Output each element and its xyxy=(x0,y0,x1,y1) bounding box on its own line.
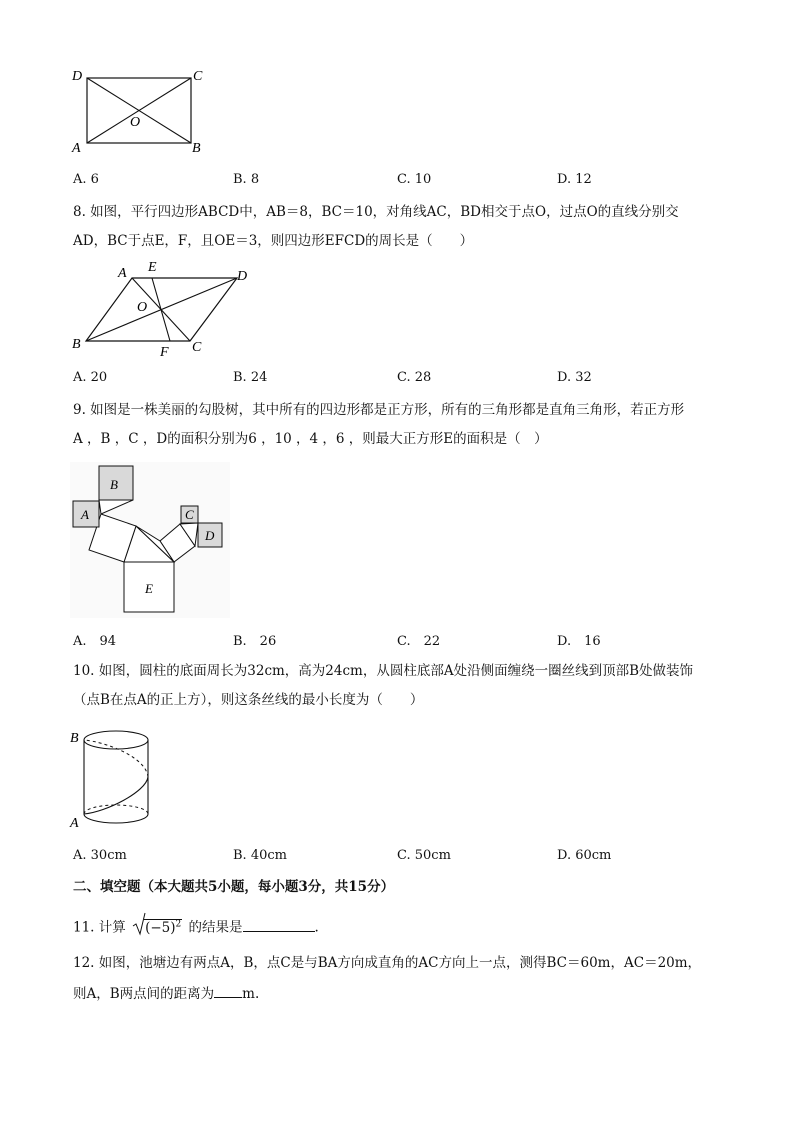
q7-figure xyxy=(66,64,216,160)
q10-option-b: B. 40cm xyxy=(233,848,287,863)
q10-option-c: C. 50cm xyxy=(397,848,451,863)
q11-stem xyxy=(73,914,319,938)
q11-end: . xyxy=(314,919,319,936)
q7-option-b: B. 8 xyxy=(233,172,260,187)
q7-label-b: B xyxy=(192,141,201,156)
sqrt-sign-icon xyxy=(132,912,146,936)
q11-suffix: 的结果是 xyxy=(188,919,243,936)
q8-label-e: E xyxy=(148,260,157,275)
q8-label-f: F xyxy=(160,345,169,360)
q7-label-a: A xyxy=(72,141,81,156)
q10-label-b: B xyxy=(70,731,79,746)
q8-stem-line1: 8. 如图，平行四边形ABCD中，AB＝8，BC＝10，对角线AC，BD相交于点O，过点O的直线分别交 xyxy=(73,204,679,220)
q9-pythagoras-tree-figure xyxy=(70,462,230,618)
q8-label-o: O xyxy=(137,300,148,315)
q9-option-b: B. 26 xyxy=(233,634,277,649)
q9-label-b: B xyxy=(110,477,118,492)
q8-label-c: C xyxy=(192,340,202,355)
q7-label-o: O xyxy=(130,115,141,130)
q11-radicand: $(-5)^2$ xyxy=(145,919,182,936)
q7-option-d: D. 12 xyxy=(557,172,592,187)
q8-option-b: B. 24 xyxy=(233,370,268,385)
q7-option-a: A. 6 xyxy=(73,172,99,187)
q7-label-c: C xyxy=(193,69,203,84)
q9-option-c: C. 22 xyxy=(397,634,441,649)
q11-sqrt-expression xyxy=(132,914,182,938)
q9-stem-line1: 9. 如图是一株美丽的勾股树，其中所有的四边形都是正方形，所有的三角形都是直角三角形，若正方形 xyxy=(73,402,685,418)
q11-prefix: 11. 计算 xyxy=(73,919,126,936)
q12-answer-blank[interactable] xyxy=(214,997,242,998)
q8-label-b: B xyxy=(72,337,81,352)
q10-option-a: A. 30cm xyxy=(73,848,127,863)
q9-label-d: D xyxy=(205,528,215,543)
q9-label-c: C xyxy=(185,507,194,522)
q12-stem-line1: 12. 如图，池塘边有两点A，B，点C是与BA方向成直角的AC方向上一点，测得BC＝60m，AC＝20m， xyxy=(73,955,702,971)
q12-stem-line2 xyxy=(73,984,259,1004)
q12-line2-prefix: 则A，B两点间的距离为 xyxy=(73,986,215,1002)
section-heading-fill-in: 二、填空题（本大题共5小题，每小题3分，共15分） xyxy=(73,879,395,895)
q8-label-d: D xyxy=(237,269,248,284)
q9-option-a: A. 94 xyxy=(73,634,117,649)
q9-label-a: A xyxy=(81,507,89,522)
q8-option-d: D. 32 xyxy=(557,370,592,385)
q8-figure xyxy=(66,258,266,362)
q10-cylinder-figure xyxy=(66,722,166,834)
q8-stem-line2: AD，BC于点E，F，且OE＝3，则四边形EFCD的周长是（ ） xyxy=(73,233,474,249)
q12-line2-suffix: m. xyxy=(242,986,260,1002)
q9-stem-line2: A ，B ，C ，D的面积分别为6 ，10 ，4 ，6 ，则最大正方形E的面积是（ ） xyxy=(73,431,548,447)
q10-label-a: A xyxy=(70,816,79,831)
q8-option-c: C. 28 xyxy=(397,370,432,385)
q9-label-e: E xyxy=(145,581,153,596)
q11-exponent: 2 xyxy=(175,919,182,929)
q8-option-a: A. 20 xyxy=(73,370,108,385)
q10-stem-line2: （点B在点A的正上方），则这条丝线的最小长度为（ ） xyxy=(73,692,424,708)
q7-option-c: C. 10 xyxy=(397,172,432,187)
q7-label-d: D xyxy=(72,69,83,84)
q10-option-d: D. 60cm xyxy=(557,848,612,863)
q11-answer-blank[interactable] xyxy=(243,931,315,932)
q10-stem-line1: 10. 如图，圆柱的底面周长为32cm，高为24cm，从圆柱底部A处沿侧面缠绕一圈丝线到顶部B处做装饰 xyxy=(73,663,694,679)
q8-label-a: A xyxy=(118,266,127,281)
q9-option-d: D. 16 xyxy=(557,634,601,649)
